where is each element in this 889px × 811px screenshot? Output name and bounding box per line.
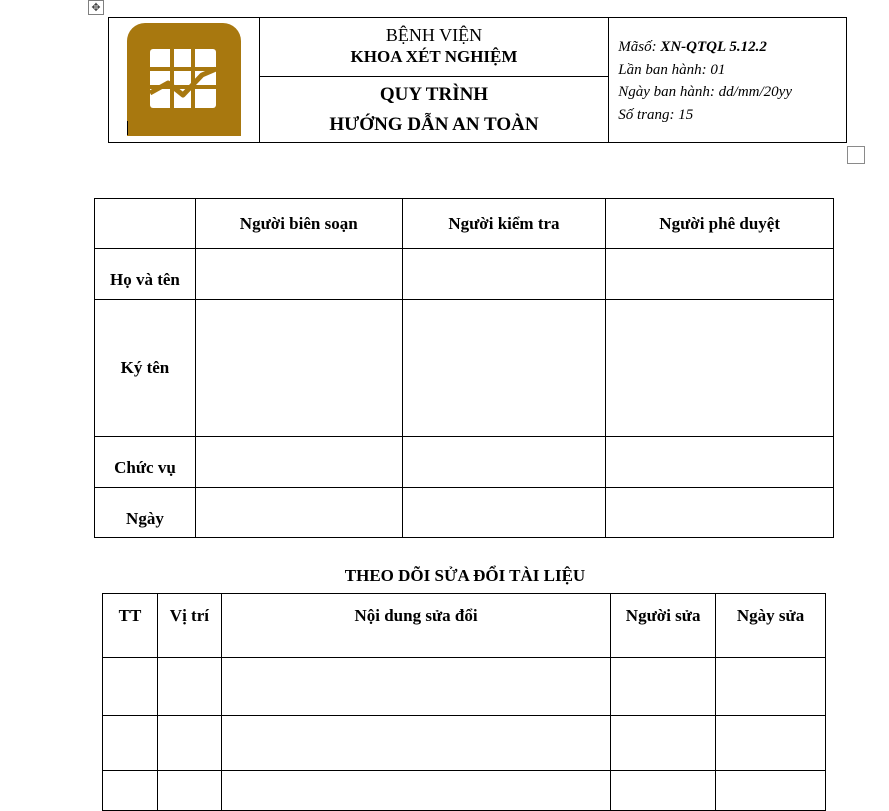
table-cell[interactable]	[195, 249, 402, 300]
table-cell[interactable]	[221, 716, 610, 771]
page-count: Số trang: 15	[618, 106, 694, 123]
hospital-name: BỆNH VIỆN	[385, 25, 483, 45]
table-row	[103, 771, 826, 811]
procedure-cell	[259, 77, 609, 143]
row-label-date: Ngày	[95, 488, 196, 538]
row-label-signature: Ký tên	[95, 300, 196, 437]
approval-corner-cell	[95, 199, 196, 249]
table-cell[interactable]	[611, 658, 716, 716]
table-cell[interactable]	[402, 249, 606, 300]
document-code: Mãsố: XN-QTQL 5.12.2	[618, 39, 767, 55]
table-cell[interactable]	[157, 716, 221, 771]
table-cell[interactable]	[716, 716, 826, 771]
column-header-reviewer: Người kiểm tra	[402, 199, 606, 249]
table-cell[interactable]	[221, 771, 610, 811]
table-cell[interactable]	[716, 771, 826, 811]
table-cell[interactable]	[402, 437, 606, 488]
table-row	[103, 658, 826, 716]
procedure-line-1: QUY TRÌNH	[379, 83, 489, 105]
table-move-handle[interactable]	[88, 0, 104, 15]
table-cell[interactable]	[157, 771, 221, 811]
issue-number: Lần ban hành: 01	[618, 61, 726, 78]
table-cell[interactable]	[103, 716, 158, 771]
table-cell[interactable]	[606, 488, 834, 538]
column-header-approver: Người phê duyệt	[606, 199, 834, 249]
document-meta-cell	[609, 18, 847, 143]
issue-date: Ngày ban hành: dd/mm/20yy	[618, 84, 792, 100]
table-row	[103, 716, 826, 771]
table-cell[interactable]	[195, 488, 402, 538]
table-cell[interactable]	[195, 300, 402, 437]
revision-table	[102, 593, 826, 811]
column-header-author: Người biên soạn	[195, 199, 402, 249]
procedure-line-2: HƯỚNG DẪN AN TOÀN	[329, 113, 539, 135]
move-icon: ✥	[91, 1, 101, 14]
table-cell[interactable]	[606, 249, 834, 300]
column-header-content: Nội dung sửa đổi	[221, 594, 610, 658]
hospital-cell	[259, 18, 609, 77]
column-header-location: Vị trí	[157, 594, 221, 658]
table-cell[interactable]	[103, 771, 158, 811]
text-cursor	[127, 121, 128, 135]
table-cell[interactable]	[606, 300, 834, 437]
table-cell[interactable]	[611, 771, 716, 811]
department-name: KHOA XÉT NGHIỆM	[350, 47, 518, 66]
table-cell[interactable]	[606, 437, 834, 488]
column-header-index: TT	[103, 594, 158, 658]
row-label-position: Chức vụ	[95, 437, 196, 488]
column-header-editor: Người sửa	[611, 594, 716, 658]
revision-tracking-title: THEO DÕI SỬA ĐỔI TÀI LIỆU	[344, 566, 586, 585]
table-cell[interactable]	[195, 437, 402, 488]
table-cell[interactable]	[103, 658, 158, 716]
table-cell[interactable]	[157, 658, 221, 716]
column-header-edit-date: Ngày sửa	[716, 594, 826, 658]
chart-grid-logo-icon	[127, 23, 241, 136]
table-cell[interactable]	[402, 300, 606, 437]
table-cell[interactable]	[716, 658, 826, 716]
table-cell[interactable]	[221, 658, 610, 716]
table-cell[interactable]	[611, 716, 716, 771]
table-cell[interactable]	[402, 488, 606, 538]
row-label-name: Họ và tên	[95, 249, 196, 300]
resize-handle-icon[interactable]	[847, 146, 865, 164]
approval-table	[94, 198, 834, 538]
document-code-value: XN-QTQL 5.12.2	[660, 39, 767, 55]
